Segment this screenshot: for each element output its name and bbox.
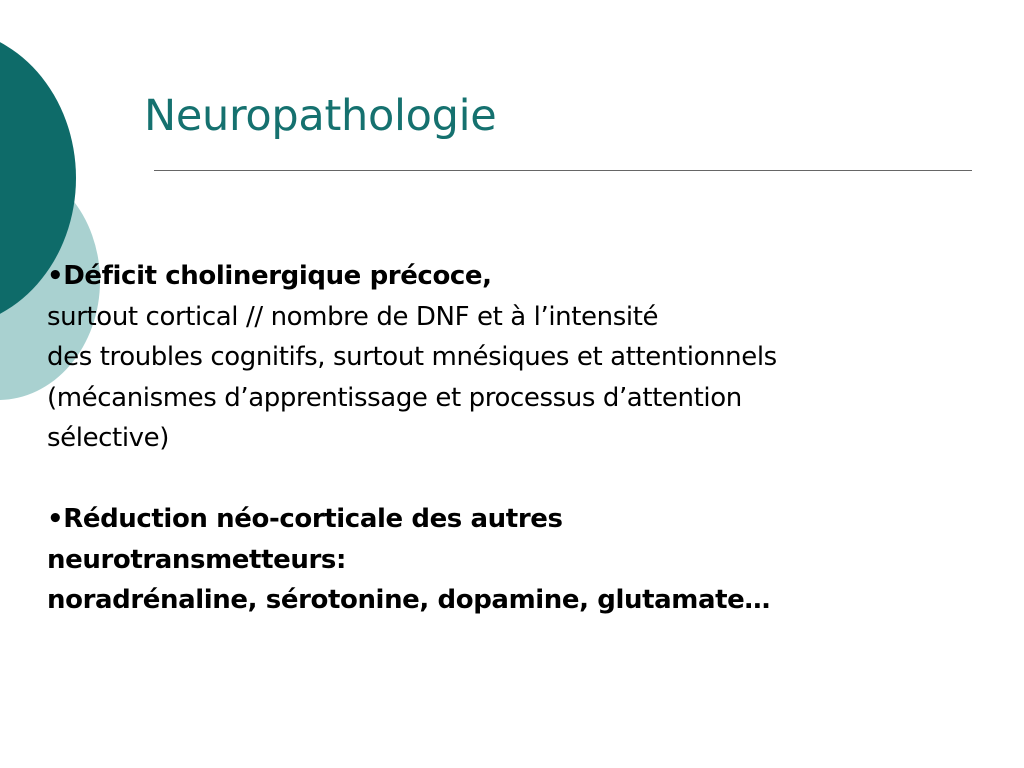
bullet-heading-text: Réduction néo-corticale des autres [63, 504, 563, 534]
body-line: sélective) [47, 423, 170, 453]
bullet-section-neurotransmitters [47, 499, 997, 621]
paragraph-gap [47, 459, 997, 500]
bullet-heading [47, 256, 997, 297]
body-line-bold: neurotransmetteurs: [47, 544, 346, 575]
body-line: surtout cortical // nombre de DNF et à l’intensité [47, 301, 659, 332]
bullet-section-cholinergic [47, 256, 997, 459]
body-line: (mécanismes d’apprentissage et processus d’attention [47, 382, 742, 413]
bullet-glyph: • [47, 261, 64, 291]
bullet-heading-text: Déficit cholinergique précoce, [63, 261, 492, 291]
slide-body [47, 256, 997, 621]
slide-title: Neuropathologie [144, 91, 497, 141]
bullet-heading [47, 499, 997, 540]
bullet-glyph: • [47, 504, 64, 534]
body-line-bold: noradrénaline, sérotonine, dopamine, glutamate… [47, 585, 770, 615]
body-line: des troubles cognitifs, surtout mnésiques et attentionnels [47, 342, 777, 372]
title-divider [154, 170, 972, 171]
